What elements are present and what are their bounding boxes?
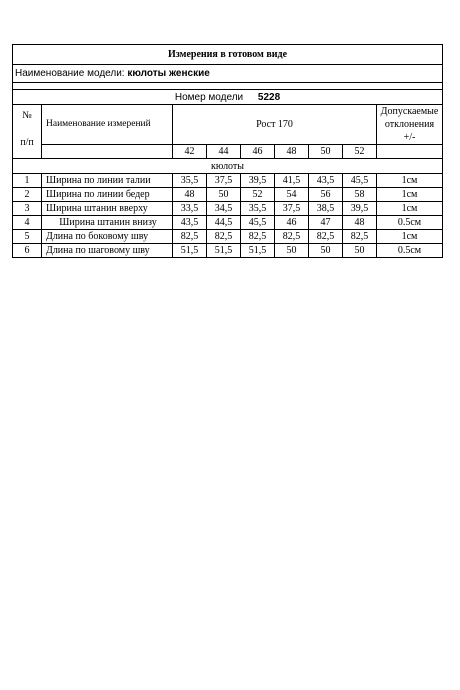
header-number — [13, 105, 42, 159]
size-cell: 50 — [309, 145, 343, 159]
row-value: 39,5 — [343, 202, 377, 216]
row-number: 5 — [13, 230, 42, 244]
row-tolerance: 1см — [377, 188, 443, 202]
size-cell: 44 — [207, 145, 241, 159]
row-value: 48 — [173, 188, 207, 202]
row-value: 82,5 — [343, 230, 377, 244]
row-value: 37,5 — [275, 202, 309, 216]
row-value: 54 — [275, 188, 309, 202]
header-tolerance-label: Допускаемые отклонения +/- — [380, 106, 439, 143]
row-value: 50 — [207, 188, 241, 202]
model-name-label: Наименование модели: — [15, 68, 125, 79]
row-tolerance: 0.5см — [377, 216, 443, 230]
size-cell: 48 — [275, 145, 309, 159]
row-number: 2 — [13, 188, 42, 202]
size-cell: 42 — [173, 145, 207, 159]
row-number: 1 — [13, 174, 42, 188]
sizes-row-empty-cell — [42, 145, 173, 159]
row-measurement-name: Длина по боковому шву — [42, 230, 173, 244]
row-value: 52 — [241, 188, 275, 202]
row-measurement-name: Ширина по линии бедер — [42, 188, 173, 202]
table-row — [13, 244, 443, 258]
table-row — [13, 216, 443, 230]
row-value: 58 — [343, 188, 377, 202]
row-value: 43,5 — [309, 174, 343, 188]
row-value: 50 — [343, 244, 377, 258]
row-value: 82,5 — [173, 230, 207, 244]
header-row — [13, 105, 443, 145]
row-value: 82,5 — [207, 230, 241, 244]
table-row — [13, 202, 443, 216]
row-value: 82,5 — [309, 230, 343, 244]
model-number-row — [13, 90, 443, 105]
row-number: 4 — [13, 216, 42, 230]
row-value: 51,5 — [241, 244, 275, 258]
row-measurement-name: Длина по шаговому шву — [42, 244, 173, 258]
row-measurement-name: Ширина штанин вверху — [42, 202, 173, 216]
table-row — [13, 188, 443, 202]
row-value: 35,5 — [241, 202, 275, 216]
row-value: 82,5 — [241, 230, 275, 244]
header-tolerance — [377, 105, 443, 145]
row-value: 41,5 — [275, 174, 309, 188]
row-value: 38,5 — [309, 202, 343, 216]
spacer-cell — [13, 83, 443, 90]
row-value: 45,5 — [343, 174, 377, 188]
row-tolerance: 1см — [377, 202, 443, 216]
header-measurement-name: Наименование измерений — [42, 105, 173, 145]
model-number — [13, 90, 443, 105]
row-tolerance: 1см — [377, 230, 443, 244]
measurement-table — [12, 44, 443, 258]
header-number-bottom: п/п — [20, 137, 34, 148]
row-value: 39,5 — [241, 174, 275, 188]
model-name — [13, 65, 443, 83]
row-value: 51,5 — [173, 244, 207, 258]
row-value: 82,5 — [275, 230, 309, 244]
row-value: 45,5 — [241, 216, 275, 230]
row-value: 47 — [309, 216, 343, 230]
sizes-row-empty-cell — [377, 145, 443, 159]
table-row — [13, 230, 443, 244]
document-title: Измерения в готовом виде — [13, 45, 443, 65]
row-value: 51,5 — [207, 244, 241, 258]
row-tolerance: 0.5см — [377, 244, 443, 258]
row-value: 50 — [309, 244, 343, 258]
row-value: 37,5 — [207, 174, 241, 188]
row-value: 43,5 — [173, 216, 207, 230]
row-tolerance: 1см — [377, 174, 443, 188]
sizes-row — [13, 145, 443, 159]
row-number: 3 — [13, 202, 42, 216]
header-height: Рост 170 — [173, 105, 377, 145]
spacer-row — [13, 83, 443, 90]
row-value: 46 — [275, 216, 309, 230]
size-cell: 46 — [241, 145, 275, 159]
size-cell: 52 — [343, 145, 377, 159]
row-value: 35,5 — [173, 174, 207, 188]
measurement-sheet — [12, 44, 442, 258]
section-row — [13, 159, 443, 174]
row-value: 50 — [275, 244, 309, 258]
row-value: 34,5 — [207, 202, 241, 216]
model-number-value: 5228 — [257, 91, 281, 103]
row-value: 33,5 — [173, 202, 207, 216]
row-measurement-name: Ширина штанин внизу — [42, 216, 173, 230]
row-value: 56 — [309, 188, 343, 202]
row-value: 48 — [343, 216, 377, 230]
blank-page-area — [0, 290, 460, 690]
title-row — [13, 45, 443, 65]
header-number-top: № — [22, 110, 32, 121]
row-number: 6 — [13, 244, 42, 258]
table-row — [13, 174, 443, 188]
section-label: кюлоты — [13, 159, 443, 174]
row-measurement-name: Ширина по линии талии — [42, 174, 173, 188]
row-value: 44,5 — [207, 216, 241, 230]
model-number-label: Номер модели — [174, 91, 244, 103]
model-name-value: кюлоты женские — [127, 68, 210, 79]
model-name-row — [13, 65, 443, 83]
